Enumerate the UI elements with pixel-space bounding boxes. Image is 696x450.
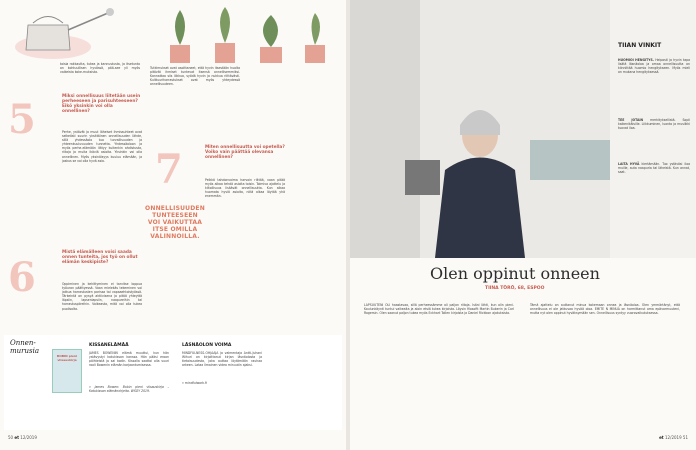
footer-brand: et [14, 435, 19, 440]
book-text: JAMES BOWENIN elämä muuttui, kun hän ystävystyi katukissan kanssa. Hän pääsi eroon päihteistä ja sai kodin. Kissalla saattoi olla suuri rooli Bowenin elämän korjaantumisessa. [89, 351, 169, 368]
tip-text: MINDFULNESS-OHJAAJA ja valmentaja Antti-Juhani Wihuri on kirjoittanut kirjan läsnäolosta ja tietoisuudesta, joka auttaa löytämään rauhaa arkeen. Lataa ilmainen video minuutin ajaksi. [182, 351, 262, 368]
section-number-5: 5 [8, 96, 36, 143]
tip-1-text: Helposti ja hyvin tapa lisätä läsnäoloa ja omaa onnellisuutta on kiinnittää huomio hengitykseen. Myös mieli on mukana hengityksessä. [618, 58, 691, 75]
article-body-col2: Tämä ajattelu on auttanut minua kokemaan onnea ja läsnäoloa. Olen ymmärtänyt, että onnellisuus ei ole jatkuvaa hyvää oloa. EMITE N MINUA on harmittanut oma epävarmuuteni, mutta nyt olen oppinut hyväksymään sen. Onnellisuus syntyy vuorovaikutuksessa. [530, 303, 680, 316]
footer-right [659, 435, 688, 440]
tip-ref: » mindfulwork.fi [182, 381, 208, 385]
intro-text: toisia rakkautta, tukea ja kannustusta, ja itsetunto on kohtuullisen hyvässä, pää-see yli myös vaikeista koke-muksista. [60, 62, 140, 75]
tip-2-text: merkityksellistä. Sopii kaikenikäisille. Liikkuminen, luonto ja musiikki tuovat iloa. [618, 118, 690, 131]
book-ref: » James Bowen: Bobin pieni viisauskirja – Katukissan elämänohjeita. WSOY 2019. [89, 385, 169, 394]
tip-1 [618, 58, 690, 74]
pull-quote: ONNELLISUUDEN TUNTEESEEN VOI VAIKUTTAA ITSE OMILLA VALINNOILLA. [145, 205, 205, 240]
footer-left [8, 435, 37, 440]
tips-sidebar [610, 0, 696, 258]
footer-page-number: 51 [682, 435, 688, 440]
tip-3-label: LAITA HYVÄ [618, 162, 640, 166]
byline: TIINA TÖRÖ, 68, ESPOO [485, 286, 545, 291]
tip-3 [618, 162, 690, 174]
tip-3-text: kiertämään. Tuo ystäväsi iloa muille, auta naapuria tai läheistä. Kun annat, saat. [618, 162, 691, 175]
answer-6: Oppiminen ja kehittyminen ei tarvitse loppua työuran päättyessä. Vaan mielekäs tekeminen voi jatkua harrastusten parissa tai vapaaehtoistyössä. Tärkeintä on pysyä aktiivisena ja pitää yhteyttä läpsiin, lapsenlapsiin, naapureihin tai harrastuspiireihin. Vaikeasta, mitä voi olla tukea puolisolta. [62, 282, 142, 311]
tip-title: LÄSNÄOLON VOIMA [182, 343, 232, 348]
tip-2 [618, 118, 690, 130]
answer-5: Perhe, ystävät ja muut läheiset ihmissuhteet ovat selkeästi suurin yksittäinen onnellisuuden lähde, sillä yhdessäolo tuo turvallisuuden ja yhteenkuuluvuuden tunnetta. Yhdessäoloon ja myös perhe-elämään liittyy kuitenkin ahdistusta, riitoja ja muita ikäviä asioita. Yksinkin voi olla onnellinen. Myös yksinäisyys kuuluu elämään, ja joskus se voi olla hyvä asia. [62, 130, 142, 163]
book-title: KISSANELÄMÄÄ [89, 343, 129, 348]
left-page [0, 0, 346, 450]
footer-issue: 12/2019 [20, 435, 37, 440]
section-number-6: 6 [8, 254, 36, 301]
book-cover: BOBIN pieni viisauskirja [52, 349, 82, 393]
footer-brand: et [659, 435, 664, 440]
potted-plants-illustration [160, 5, 340, 70]
footer-issue: 12/2019 [665, 435, 682, 440]
right-page [350, 0, 696, 450]
tip-2-label: TEE JOTAIN [618, 118, 644, 122]
section-number-7: 7 [155, 146, 183, 193]
footer-page-number: 50 [8, 435, 14, 440]
answer-7: Pelkkä tahdonvoima harvoin riittää, vaan pitää myös alkaa tehdä asioita toisin. Toimiva ajattelu ja kiitollisuus lisäävät onnellisuutta. Kun alkaa huomata hyviä asioita, niitä alkaa löytää yhä enemmän. [205, 178, 285, 199]
watering-can-illustration [8, 5, 128, 65]
tips-box [4, 335, 342, 430]
sidebar-title: TIIAN VINKIT [618, 42, 662, 49]
box-header: Onnen-murusia [10, 339, 40, 355]
article-body-col1: LAPSUUTENI OLI haastavaa, sillä perheessämme oli paljon riitoja. Isäni lähti, kun olin pieni. Koulunkäynti tuntui vaikealta ja aloin etsiä tukea kirjoista. Löysin filosofit Martin Buberin ja Carl Rogersin. Olen saanut paljon tukea myös Eckhart Tollen kirjoista ja Daniel Rickbon ajatuksista. [364, 303, 514, 316]
headline: Olen oppinut onneen [430, 264, 600, 283]
question-6: Mistä elämälleen voisi saada onnen tunteita, jos työ on ollut elämän keskipiste? [62, 250, 138, 266]
tip-1-label: HUOMIOI HENGITYS. [618, 58, 654, 62]
question-7: Miten onnellisuutta voi opetella? Voiko vain päättää olevansa onnellinen? [205, 145, 285, 161]
question-5: Miksi onnellisuus liitetään usein perheeseen ja parisuhteeseen? Eikö yksinkin voi olla onnellinen? [62, 94, 141, 115]
col2-text: Tutkimukset ovat osoittaneet, että hyvin itsestään huolta pitävät ihmiset tuntevat itsensä onnellisemmiksi. Kannattaa siis liikkua, syödä hyvin ja nukkua riittävästi. Kulttuuriharrastukset ovat myös yhteydessä onnellisuuteen. [150, 66, 240, 87]
